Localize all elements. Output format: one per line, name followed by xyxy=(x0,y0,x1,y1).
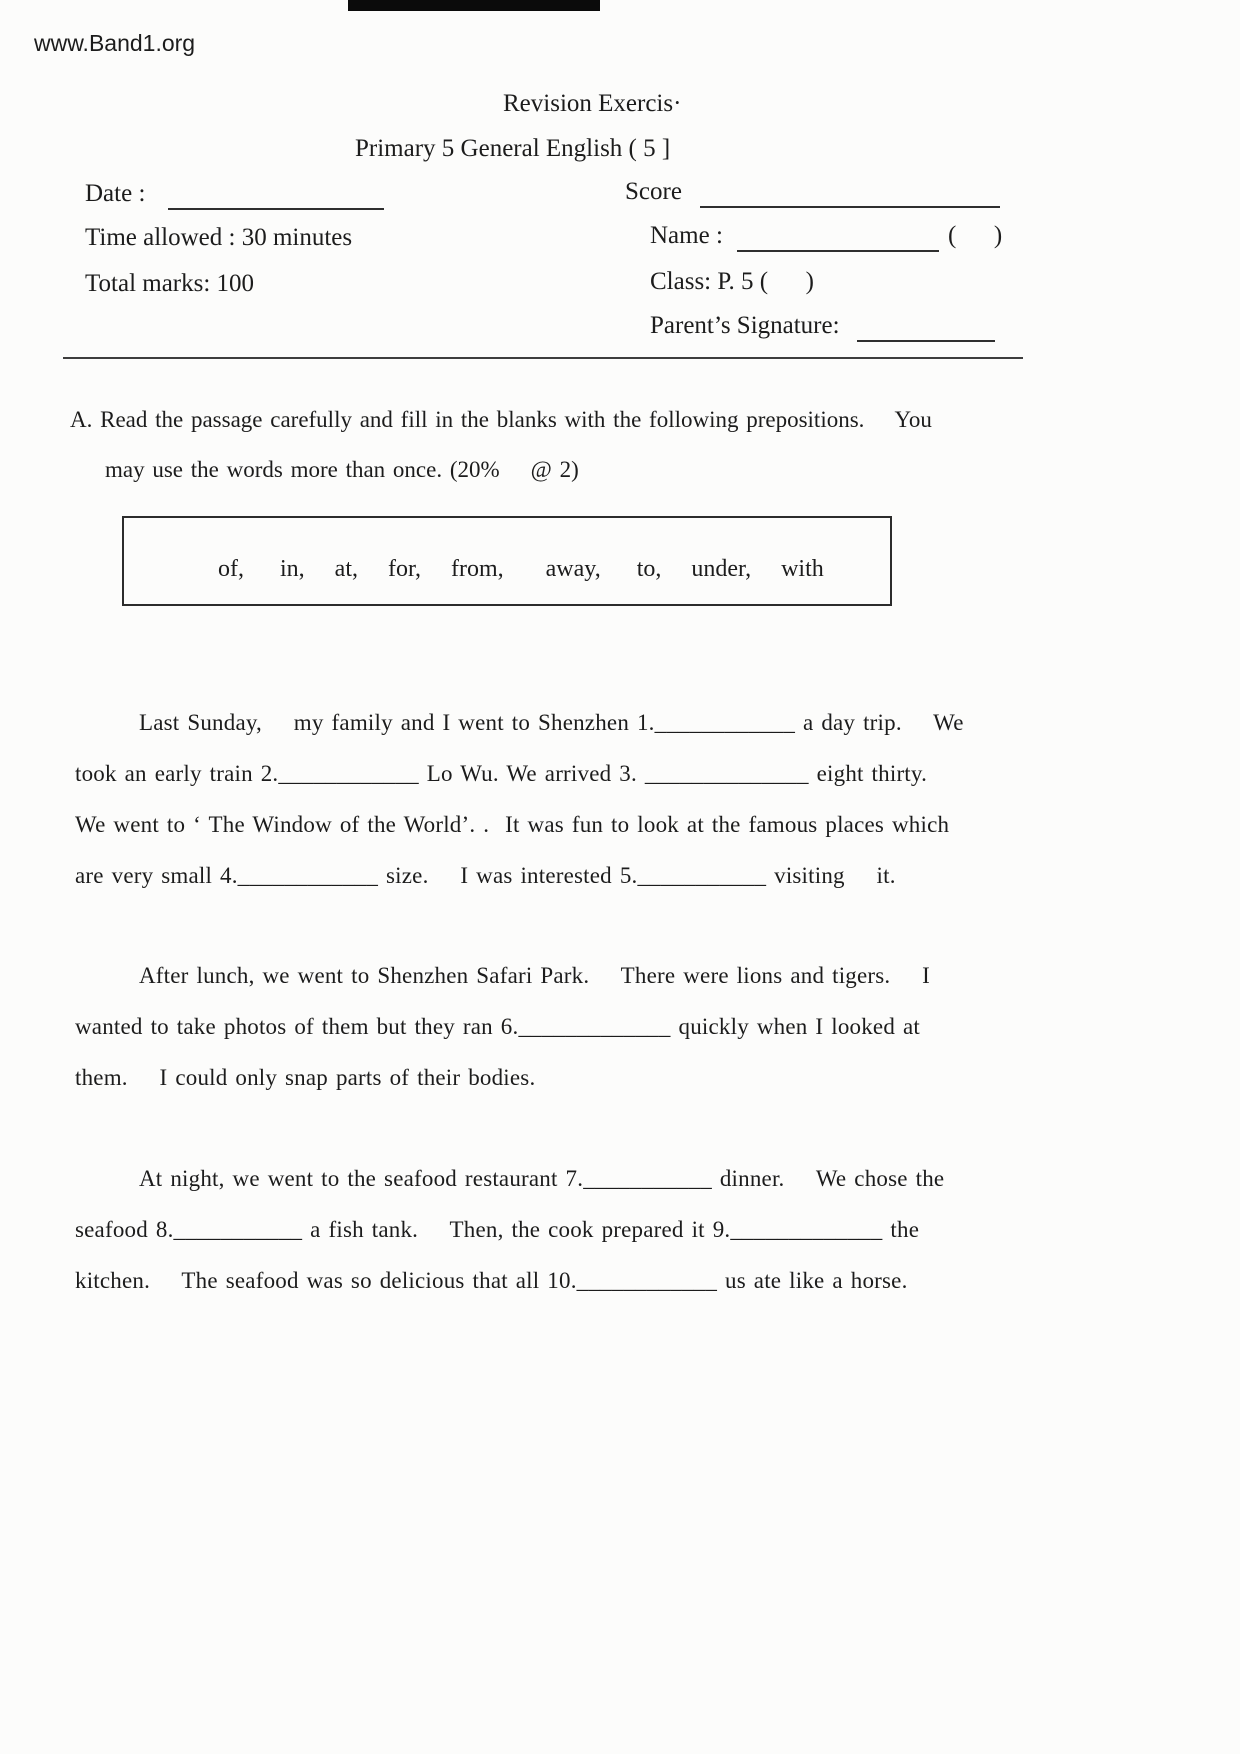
score-label: Score xyxy=(625,178,682,205)
parent-signature-blank xyxy=(857,339,995,342)
date-blank xyxy=(168,207,384,210)
date-label: Date : xyxy=(85,180,146,207)
class-label: Class: P. 5 ( ) xyxy=(650,268,814,295)
section-a-instruction-line2: may use the words more than once. (20% @ 2) xyxy=(105,457,579,482)
site-watermark: www.Band1.org xyxy=(34,30,196,56)
passage-paragraph-3 xyxy=(75,1153,1175,1306)
score-blank xyxy=(700,205,1000,208)
passage-line: are very small 4.____________ size. I was interested 5.___________ visiting it. xyxy=(75,863,896,888)
passage-line: Last Sunday, my family and I went to Shenzhen 1.____________ a day trip. We xyxy=(139,710,964,735)
name-parens: ( ) xyxy=(948,222,1003,249)
passage-paragraph-2 xyxy=(75,950,1175,1103)
document-title: Revision Exercis· xyxy=(503,90,682,117)
document-subtitle: Primary 5 General English ( 5 ] xyxy=(355,135,671,162)
total-marks-label: Total marks: 100 xyxy=(85,270,255,297)
time-allowed-label: Time allowed : 30 minutes xyxy=(85,224,353,251)
passage-line: seafood 8.___________ a fish tank. Then, the cook prepared it 9._____________ the xyxy=(75,1217,920,1242)
passage-line: kitchen. The seafood was so delicious that all 10.____________ us ate like a horse. xyxy=(75,1268,908,1293)
passage-line: We went to ‘ The Window of the World’. . It was fun to look at the famous places which xyxy=(75,812,950,837)
name-label: Name : xyxy=(650,222,723,249)
passage-line: them. I could only snap parts of their bodies. xyxy=(75,1065,536,1090)
name-blank xyxy=(737,249,939,252)
passage-line: wanted to take photos of them but they ran 6._____________ quickly when I looked at xyxy=(75,1014,920,1039)
passage-paragraph-1 xyxy=(75,697,1175,901)
passage-line: took an early train 2.____________ Lo Wu. We arrived 3. ______________ eight thirty. xyxy=(75,761,928,786)
section-a-instruction-line1: A. Read the passage carefully and fill in the blanks with the following prepositions. You xyxy=(70,407,932,432)
passage-line: At night, we went to the seafood restaurant 7.___________ dinner. We chose the xyxy=(139,1166,945,1191)
header-divider xyxy=(63,357,1023,359)
word-bank-words: of, in, at, for, from, away, to, under, with xyxy=(218,556,824,582)
parent-signature-label: Parent’s Signature: xyxy=(650,312,840,339)
scan-artifact-bar xyxy=(348,0,600,11)
passage-line: After lunch, we went to Shenzhen Safari Park. There were lions and tigers. I xyxy=(139,963,931,988)
